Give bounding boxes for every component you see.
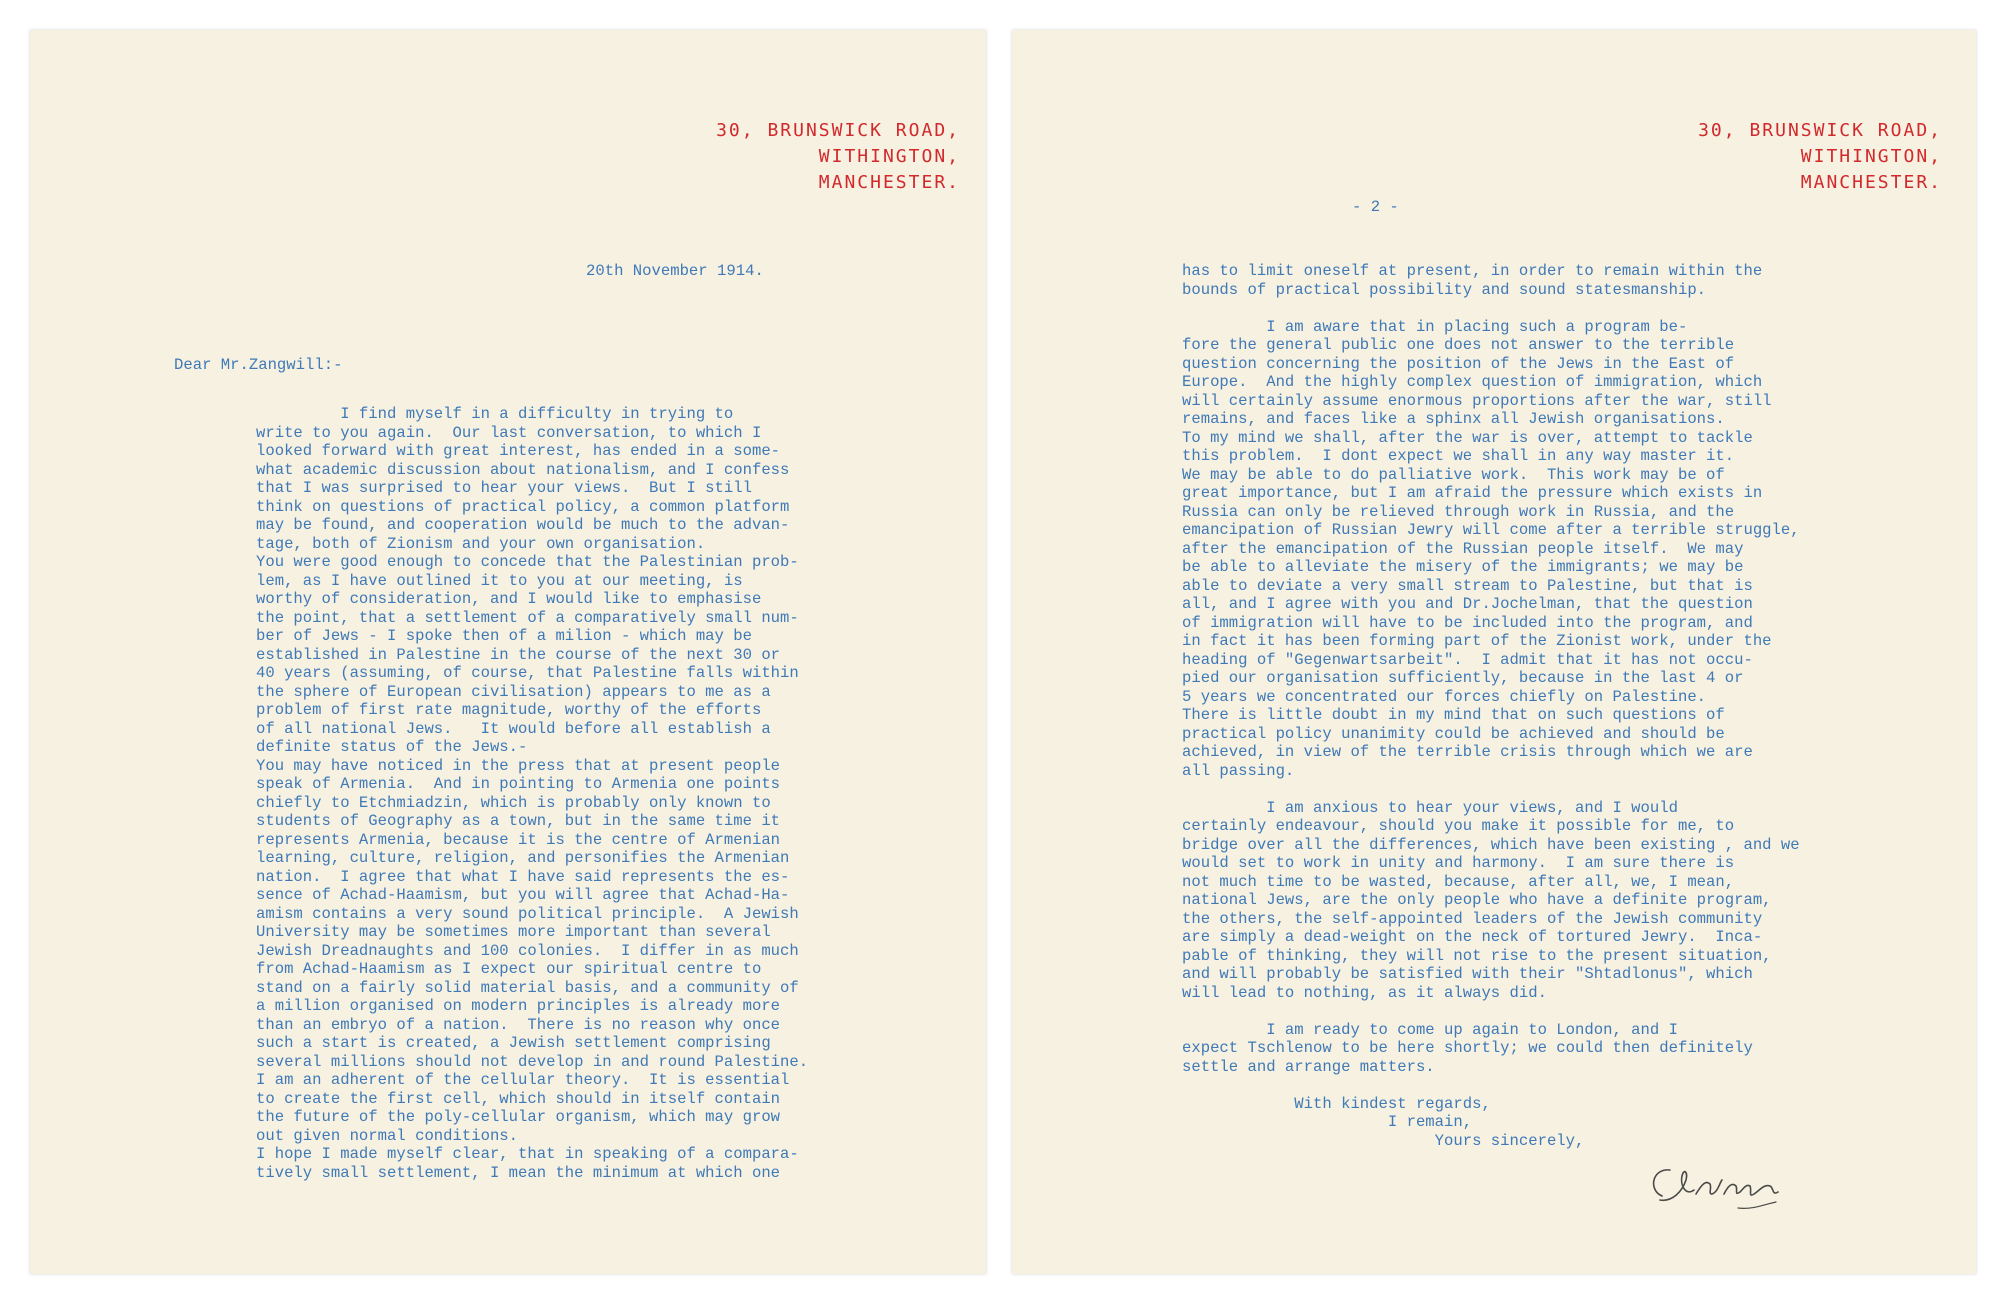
typed-line: write to you again. Our last conversation, to which I: [256, 423, 762, 442]
typed-line: great importance, but I am afraid the pressure which exists in: [1182, 484, 1763, 502]
typed-line: With kindest regards,: [1182, 1094, 1491, 1113]
typed-line: achieved, in view of the terrible crisis through which we are: [1182, 743, 1753, 761]
typed-line: bridge over all the differences, which have been existing , and we: [1182, 835, 1800, 854]
letter-page-2: [1012, 30, 1976, 1274]
typed-line: amism contains a very sound political principle. A Jewish: [256, 904, 799, 923]
typed-line: question concerning the position of the Jews in the East of: [1182, 354, 1735, 373]
letterhead-line: 30, BRUNSWICK ROAD,: [1698, 120, 1942, 141]
typed-line: tively small settlement, I mean the minimum at which one: [256, 1163, 781, 1182]
letterhead-line: MANCHESTER.: [818, 172, 960, 193]
typed-line: sence of Achad-Haamism, but you will agree that Achad-Ha-: [256, 886, 790, 904]
typed-line: certainly endeavour, should you make it possible for me, to: [1182, 817, 1735, 835]
typed-line: the sphere of European civilisation) appears to me as a: [256, 682, 771, 701]
typed-line: definite status of the Jews.-: [256, 738, 528, 756]
typed-line: [1182, 1076, 1800, 1095]
typed-line: such a start is created, a Jewish settlement comprising: [256, 1034, 771, 1052]
typed-line: out given normal conditions.: [256, 1126, 519, 1145]
typed-line: nation. I agree that what I have said represents the es-: [256, 867, 790, 886]
typed-line: looked forward with great interest, has ended in a some-: [256, 442, 781, 460]
typed-line: a million organised on modern principles is already more: [256, 997, 781, 1015]
typed-line: able to deviate a very small stream to Palestine, but that is: [1182, 576, 1753, 595]
typed-line: all, and I agree with you and Dr.Jochelman, that the question: [1182, 595, 1753, 613]
letterhead: [1642, 118, 1942, 196]
typed-line: may be found, and cooperation would be much to the advan-: [256, 516, 790, 534]
handwritten-signature: [1642, 1150, 1792, 1220]
typed-line: [1182, 780, 1800, 799]
typed-line: Jewish Dreadnaughts and 100 colonies. I differ in as much: [256, 941, 799, 960]
typed-line: We may be able to do palliative work. This work may be of: [1182, 465, 1725, 484]
typed-line: I find myself in a difficulty in trying to: [256, 405, 734, 423]
typed-line: after the emancipation of the Russian people itself. We may: [1182, 539, 1744, 558]
typed-line: I am aware that in placing such a program be-: [1182, 317, 1688, 336]
typed-line: than an embryo of a nation. There is no reason why once: [256, 1015, 781, 1034]
typed-line: the future of the poly-cellular organism, which may grow: [256, 1108, 781, 1126]
typed-line: emancipation of Russian Jewry will come after a terrible struggle,: [1182, 521, 1800, 539]
typed-line: practical policy unanimity could be achieved and should be: [1182, 724, 1725, 743]
letterhead-line: WITHINGTON,: [1800, 146, 1942, 167]
typed-line: and will probably be satisfied with their "Shtadlonus", which: [1182, 965, 1753, 983]
typed-line: the others, the self-appointed leaders of the Jewish community: [1182, 909, 1763, 928]
typed-line: learning, culture, religion, and personifies the Armenian: [256, 849, 790, 867]
typed-line: be able to alleviate the misery of the immigrants; we may be: [1182, 558, 1744, 576]
typed-line: are simply a dead-weight on the neck of tortured Jewry. Inca-: [1182, 928, 1763, 946]
typed-line: ber of Jews - I spoke then of a milion - which may be: [256, 627, 752, 645]
typed-line: of all national Jews. It would before all establish a: [256, 719, 771, 738]
typed-line: lem, as I have outlined it to you at our meeting, is: [256, 571, 743, 590]
typed-line: that I was surprised to hear your views. But I still: [256, 479, 752, 497]
letter-body-page-1: [256, 405, 808, 1182]
typed-line: problem of first rate magnitude, worthy of the efforts: [256, 701, 762, 719]
typed-line: pied our organisation sufficiently, because in the last 4 or: [1182, 669, 1744, 687]
typed-line: of immigration will have to be included into the program, and: [1182, 613, 1753, 632]
typed-line: represents Armenia, because it is the centre of Armenian: [256, 830, 781, 849]
typed-line: settle and arrange matters.: [1182, 1057, 1435, 1076]
letterhead: [660, 118, 960, 196]
typed-line: Yours sincerely,: [1182, 1131, 1585, 1150]
typed-line: heading of "Gegenwartsarbeit". I admit that it has not occu-: [1182, 650, 1753, 669]
typed-line: not much time to be wasted, because, after all, we, I mean,: [1182, 872, 1735, 891]
letterhead-line: 30, BRUNSWICK ROAD,: [716, 120, 960, 141]
letter-page-1: [30, 30, 986, 1274]
typed-line: chiefly to Etchmiadzin, which is probably only known to: [256, 793, 771, 812]
typed-line: in fact it has been forming part of the Zionist work, under the: [1182, 632, 1772, 650]
typed-line: You were good enough to concede that the Palestinian prob-: [256, 553, 799, 571]
typed-line: There is little doubt in my mind that on such questions of: [1182, 706, 1725, 724]
typed-line: pable of thinking, they will not rise to the present situation,: [1182, 946, 1772, 965]
typed-line: several millions should not develop in and round Palestine.: [256, 1052, 809, 1071]
typed-line: [1182, 299, 1800, 318]
typed-line: expect Tschlenow to be here shortly; we could then definitely: [1182, 1039, 1753, 1057]
typed-line: You may have noticed in the press that at present people: [256, 756, 781, 775]
typed-line: [1182, 1002, 1800, 1021]
typed-line: this problem. I dont expect we shall in any way master it.: [1182, 447, 1735, 465]
typed-line: I remain,: [1182, 1113, 1473, 1131]
typed-line: University may be sometimes more important than several: [256, 923, 771, 941]
letter-date: 20th November 1914.: [586, 262, 764, 280]
typed-line: Europe. And the highly complex question of immigration, which: [1182, 373, 1763, 391]
typed-line: the point, that a settlement of a comparatively small num-: [256, 608, 799, 627]
typed-line: fore the general public one does not answer to the terrible: [1182, 336, 1735, 354]
typed-line: bounds of practical possibility and sound statesmanship.: [1182, 280, 1707, 299]
typed-line: speak of Armenia. And in pointing to Armenia one points: [256, 775, 781, 793]
typed-line: will lead to nothing, as it always did.: [1182, 983, 1547, 1002]
letterhead-line: WITHINGTON,: [818, 146, 960, 167]
typed-line: will certainly assume enormous proportions after the war, still: [1182, 391, 1772, 410]
typed-line: all passing.: [1182, 761, 1295, 780]
page-number: - 2 -: [1352, 198, 1399, 216]
typed-line: to create the first cell, which should in itself contain: [256, 1089, 781, 1108]
typed-line: I am anxious to hear your views, and I would: [1182, 798, 1678, 817]
typed-line: Russia can only be relieved through work in Russia, and the: [1182, 502, 1735, 521]
typed-line: stand on a fairly solid material basis, and a community of: [256, 978, 799, 997]
typed-line: 5 years we concentrated our forces chiefly on Palestine.: [1182, 687, 1707, 706]
typed-line: established in Palestine in the course of the next 30 or: [256, 645, 781, 664]
letter-body-page-2: [1182, 262, 1800, 1150]
typed-line: remains, and faces like a sphinx all Jewish organisations.: [1182, 410, 1725, 428]
typed-line: I am an adherent of the cellular theory. It is essential: [256, 1071, 790, 1089]
typed-line: students of Geography as a town, but in the same time it: [256, 812, 781, 830]
typed-line: 40 years (assuming, of course, that Palestine falls within: [256, 664, 799, 682]
salutation: Dear Mr.Zangwill:-: [174, 356, 343, 374]
typed-line: would set to work in unity and harmony. I am sure there is: [1182, 854, 1735, 872]
typed-line: national Jews, are the only people who have a definite program,: [1182, 891, 1772, 909]
typed-line: I am ready to come up again to London, and I: [1182, 1020, 1678, 1039]
typed-line: has to limit oneself at present, in order to remain within the: [1182, 262, 1763, 280]
typed-line: To my mind we shall, after the war is over, attempt to tackle: [1182, 428, 1753, 447]
typed-line: think on questions of practical policy, a common platform: [256, 497, 790, 516]
letterhead-line: MANCHESTER.: [1800, 172, 1942, 193]
typed-line: what academic discussion about nationalism, and I confess: [256, 460, 790, 479]
typed-line: from Achad-Haamism as I expect our spiritual centre to: [256, 960, 762, 978]
typed-line: worthy of consideration, and I would like to emphasise: [256, 590, 762, 608]
typed-line: I hope I made myself clear, that in speaking of a compara-: [256, 1145, 799, 1163]
typed-line: tage, both of Zionism and your own organisation.: [256, 534, 706, 553]
